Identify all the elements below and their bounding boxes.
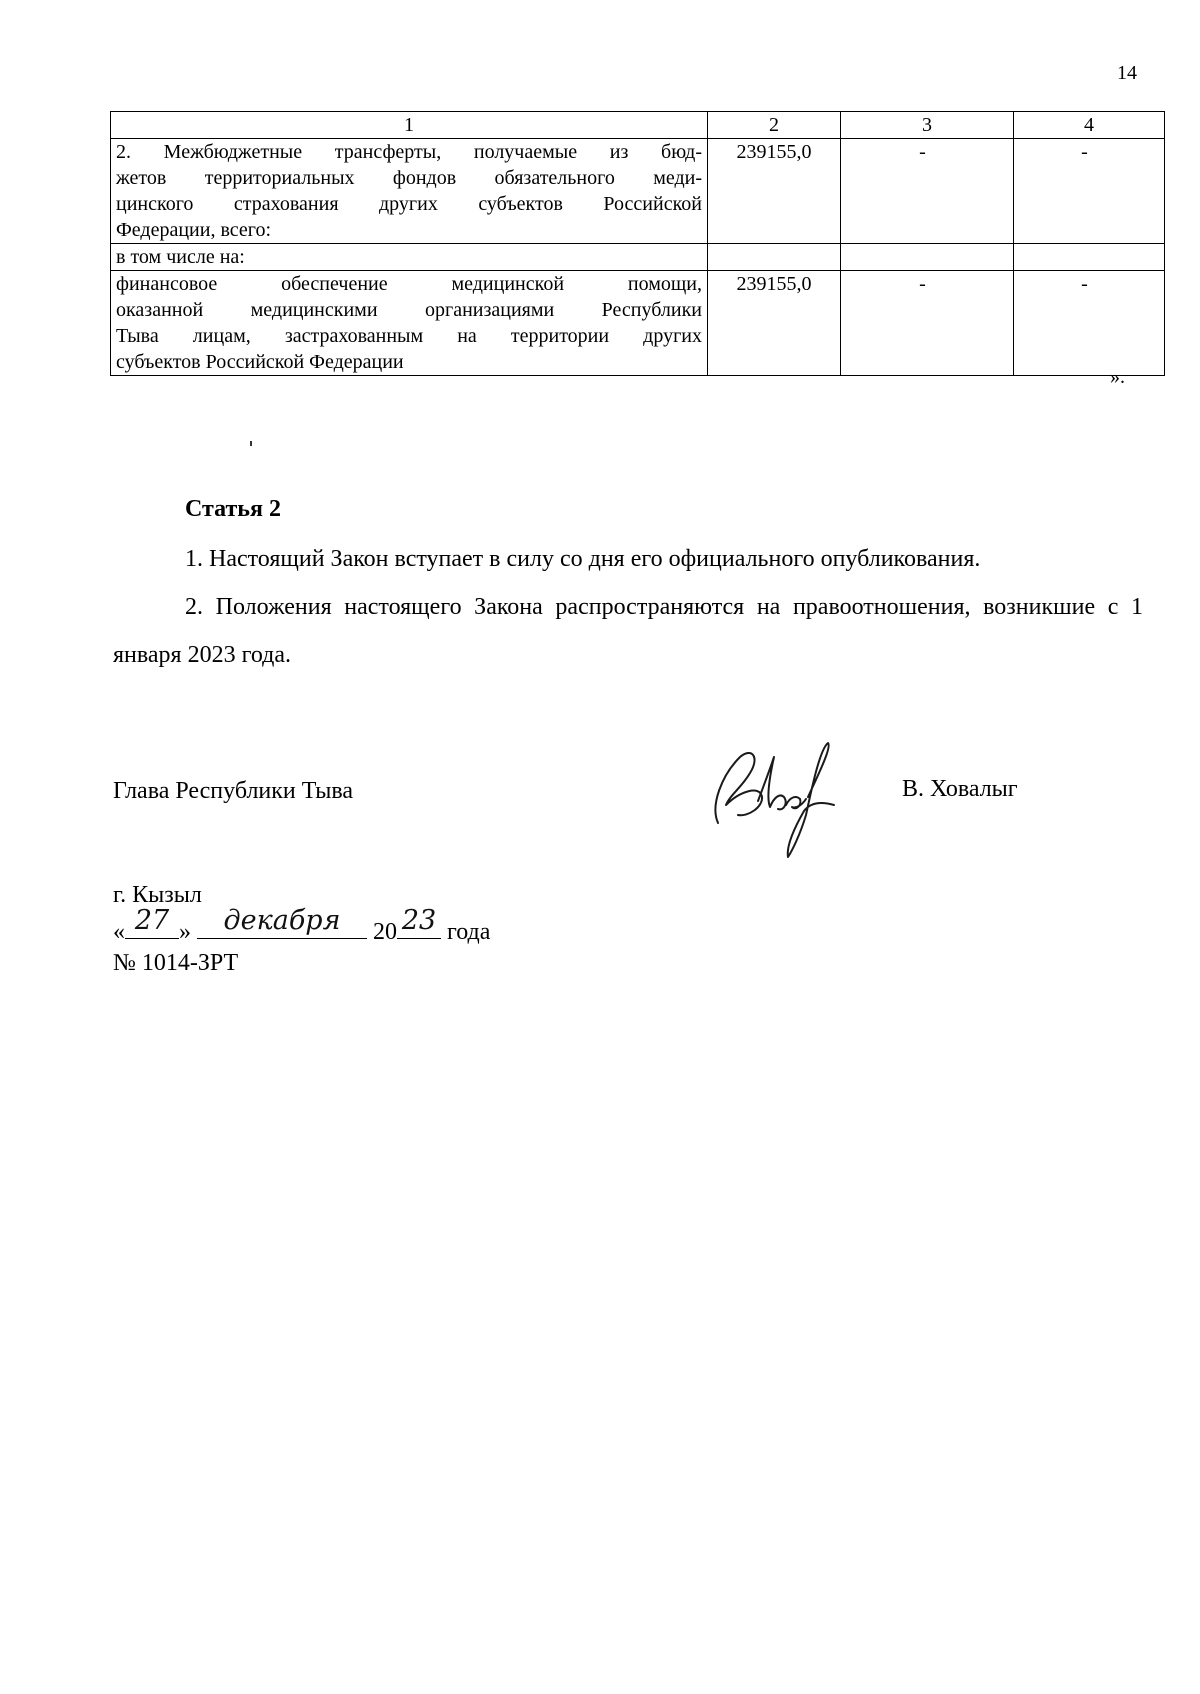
quote-close: »: [179, 919, 191, 945]
table-header-row: [111, 112, 1165, 139]
document-number: № 1014-ЗРТ: [113, 950, 239, 976]
handwritten-signature: [700, 735, 860, 865]
table-closing-quote: ».: [1110, 366, 1125, 388]
table-header-cell: 1: [111, 112, 708, 139]
year-word: года: [447, 919, 491, 945]
table-cell-description: [111, 271, 708, 376]
year-blank: [397, 905, 441, 939]
quote-open: «: [113, 919, 125, 945]
table-cell-value: -: [1014, 139, 1165, 244]
table-cell-value: -: [841, 139, 1014, 244]
signing-date: [113, 905, 491, 946]
table-cell-description: [111, 244, 708, 271]
table-header-cell: 3: [841, 112, 1014, 139]
description-line: субъектов Российской Федерации: [116, 351, 404, 373]
description-line: финансовое обеспечение медицинской помощи,: [116, 273, 702, 295]
handwritten-month: декабря: [223, 905, 341, 936]
article-paragraph-2: 2. Положения настоящего Закона распространяются на правоотношения, возникшие с 1 января 2023 года.: [113, 594, 1143, 668]
month-blank: [197, 905, 367, 939]
description-line: 2. Межбюджетные трансферты, получаемые из бюд-: [116, 141, 702, 163]
scan-mark: [250, 441, 252, 446]
signatory-title: Глава Республики Тыва: [113, 778, 354, 804]
description-line: жетов территориальных фондов обязательного меди-: [116, 167, 702, 189]
description-line: оказанной медицинскими организациями Республики: [116, 299, 702, 321]
table-cell-description: [111, 139, 708, 244]
table-cell-value: -: [1014, 271, 1165, 376]
table-cell-amount: 239155,0: [708, 139, 841, 244]
table-cell-amount: [708, 244, 841, 271]
table-cell-value: -: [841, 271, 1014, 376]
handwritten-day: 27: [134, 905, 170, 936]
description-line: цинского страхования других субъектов Российской: [116, 193, 702, 215]
table-header-cell: 2: [708, 112, 841, 139]
handwritten-year: 23: [401, 905, 437, 936]
signatory-name: В. Ховалыг: [902, 776, 1018, 802]
place-of-signing: г. Кызыл: [113, 882, 202, 908]
year-prefix: 20: [373, 919, 397, 945]
article-title: Статья 2: [185, 496, 281, 522]
table-row: [111, 271, 1165, 376]
table-row: [111, 244, 1165, 271]
article-paragraph-1: 1. Настоящий Закон вступает в силу со дня его официального опубликования.: [185, 546, 981, 572]
table-cell-value: [1014, 244, 1165, 271]
description-line: Тыва лицам, застрахованным на территории других: [116, 325, 702, 347]
table-header-cell: 4: [1014, 112, 1165, 139]
budget-table: [110, 111, 1165, 376]
table-row: [111, 139, 1165, 244]
table-cell-amount: 239155,0: [708, 271, 841, 376]
day-blank: [125, 905, 179, 939]
table-cell-value: [841, 244, 1014, 271]
page-number: 14: [1117, 62, 1137, 84]
description-line: Федерации, всего:: [116, 219, 272, 241]
description-line: в том числе на:: [116, 246, 245, 268]
